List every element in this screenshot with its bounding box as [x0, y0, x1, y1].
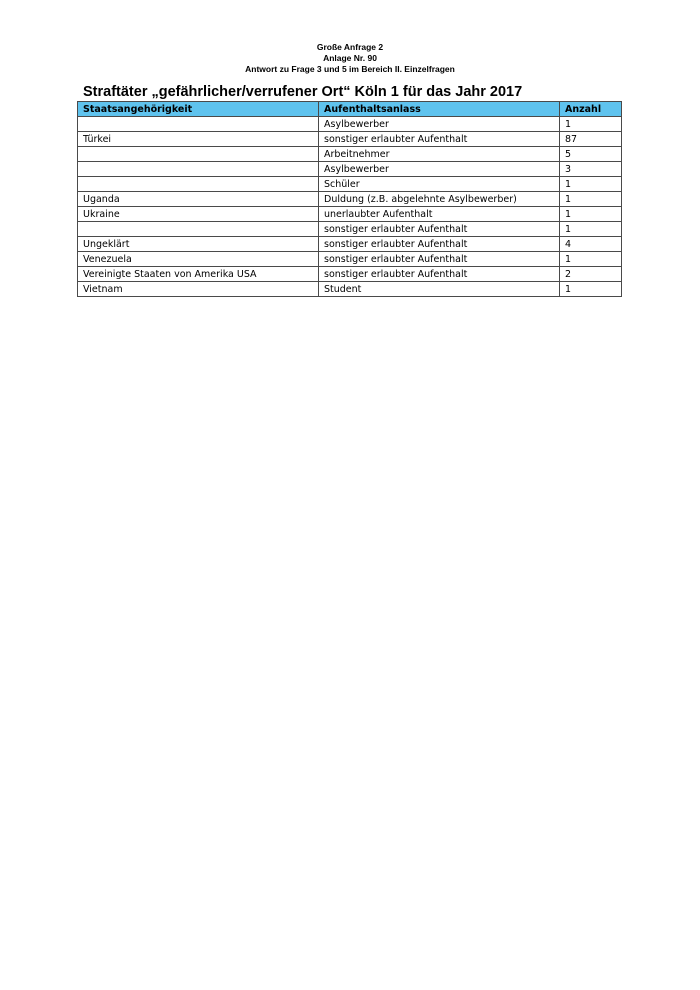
cell-nationality: [78, 177, 319, 192]
header-annex-number: Anlage Nr. 90: [323, 53, 377, 63]
table-row: [78, 267, 622, 282]
table-row: [78, 132, 622, 147]
cell-nationality: Vereinigte Staaten von Amerika USA: [78, 267, 319, 282]
table-row: [78, 117, 622, 132]
cell-nationality: Türkei: [78, 132, 319, 147]
table-row: [78, 147, 622, 162]
table-row: [78, 237, 622, 252]
table-header-row: [78, 102, 622, 117]
cell-count: 1: [560, 252, 622, 267]
cell-count: 2: [560, 267, 622, 282]
cell-count: 87: [560, 132, 622, 147]
cell-count: 1: [560, 192, 622, 207]
column-header-count: Anzahl: [560, 102, 622, 117]
header-answer-reference: Antwort zu Frage 3 und 5 im Bereich II. Einzelfragen: [245, 64, 455, 74]
cell-residence-reason: Duldung (z.B. abgelehnte Asylbewerber): [319, 192, 560, 207]
offenders-table: [77, 101, 622, 297]
cell-residence-reason: sonstiger erlaubter Aufenthalt: [319, 222, 560, 237]
table-row: [78, 222, 622, 237]
cell-nationality: Ukraine: [78, 207, 319, 222]
cell-nationality: Ungeklärt: [78, 237, 319, 252]
cell-nationality: Uganda: [78, 192, 319, 207]
table-row: [78, 192, 622, 207]
column-header-residence-reason: Aufenthaltsanlass: [319, 102, 560, 117]
cell-count: 5: [560, 147, 622, 162]
cell-residence-reason: Arbeitnehmer: [319, 147, 560, 162]
cell-nationality: [78, 222, 319, 237]
cell-nationality: Vietnam: [78, 282, 319, 297]
cell-residence-reason: sonstiger erlaubter Aufenthalt: [319, 237, 560, 252]
cell-count: 1: [560, 117, 622, 132]
cell-nationality: [78, 147, 319, 162]
page-title: Straftäter „gefährlicher/verrufener Ort“ Köln 1 für das Jahr 2017: [83, 84, 523, 100]
header-inquiry: Große Anfrage 2: [316, 42, 384, 52]
cell-residence-reason: Student: [319, 282, 560, 297]
cell-nationality: [78, 162, 319, 177]
cell-count: 1: [560, 207, 622, 222]
cell-residence-reason: sonstiger erlaubter Aufenthalt: [319, 132, 560, 147]
cell-residence-reason: sonstiger erlaubter Aufenthalt: [319, 252, 560, 267]
table-row: [78, 162, 622, 177]
table-row: [78, 282, 622, 297]
table-row: [78, 177, 622, 192]
cell-residence-reason: Schüler: [319, 177, 560, 192]
cell-count: 4: [560, 237, 622, 252]
cell-count: 1: [560, 282, 622, 297]
table-row: [78, 207, 622, 222]
cell-count: 1: [560, 177, 622, 192]
cell-residence-reason: Asylbewerber: [319, 162, 560, 177]
cell-count: 3: [560, 162, 622, 177]
cell-nationality: Venezuela: [78, 252, 319, 267]
cell-count: 1: [560, 222, 622, 237]
table-row: [78, 252, 622, 267]
document-header: [0, 42, 700, 75]
cell-residence-reason: unerlaubter Aufenthalt: [319, 207, 560, 222]
cell-residence-reason: sonstiger erlaubter Aufenthalt: [319, 267, 560, 282]
column-header-nationality: Staatsangehörigkeit: [78, 102, 319, 117]
cell-nationality: [78, 117, 319, 132]
cell-residence-reason: Asylbewerber: [319, 117, 560, 132]
